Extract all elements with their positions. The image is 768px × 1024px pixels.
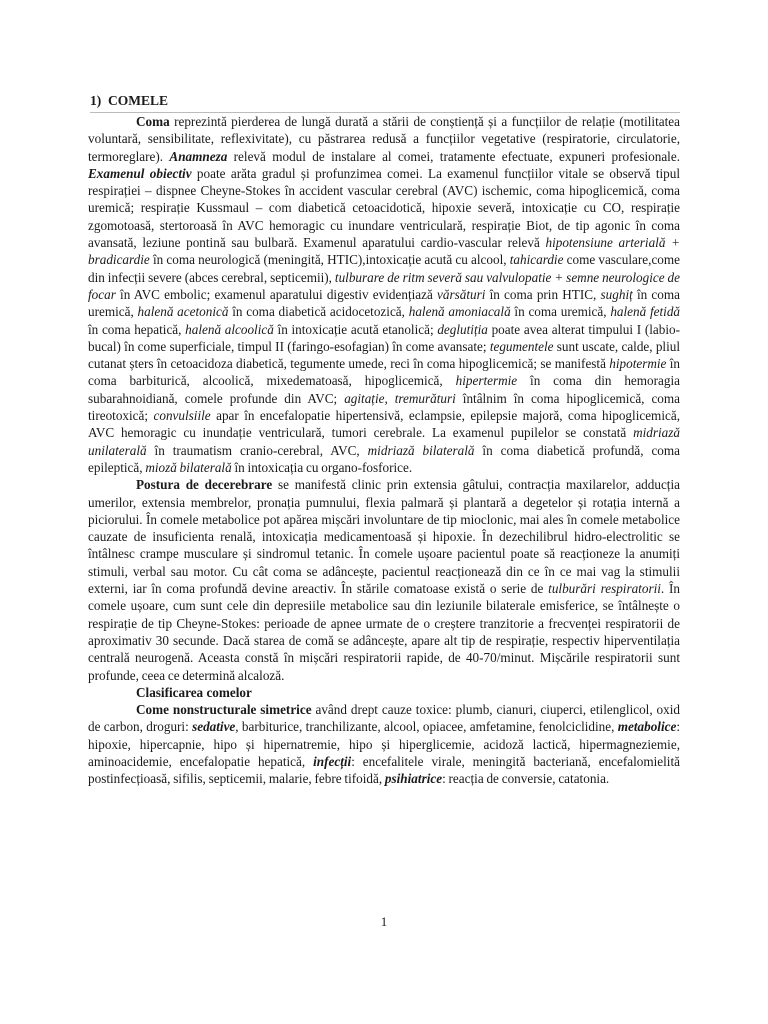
emphasis-term: tulburări respiratorii [548,581,661,597]
text-run: în coma neurologică (meningită, HTIC),intoxicație acută cu alcool, [149,252,510,268]
emphasis-term: halenă acetonică [137,304,229,320]
emphasis-term: Examenul obiectiv [88,165,192,181]
emphasis-term: sughiț [600,286,633,302]
text-run: se manifestă clinic prin extensia gâtului, contracția maxilarelor, adducția umerilor, extensia membrelor, pronația pumnului, flexia palmară și plantară a degetelor și rotația internă a piciorului. În comele metabolice pot apărea mișcări involuntare de tip mioclonic, mai ales în comele metabolice cauzate de insuficienta renală, intoxicația medicamentoasă și hipoxie. În dezechilibrul hidro-electrolitic se întâlnesc crampe musculare și sindromul tetanic. În comele ușoare pacientul poate să reacționeze la anumiți stimuli, verbal sau motor. Cu cât coma se adâncește, pacientul reacționează din ce în ce mai vag la stimulii externi, iar în coma profundă devine areactiv. În stările comatoase există o serie de [88,477,680,597]
emphasis-term: deglutiția [437,321,488,337]
text-run: în coma diabetică acidocetozică, [228,304,409,320]
emphasis-term: Postura de decerebrare [136,477,273,493]
text-run: come vasculare,come din infecții severe (abces cerebral, septicemii), [88,252,681,285]
text-run: sunt uscate, calde, pliul cutanat șters în cetoacidoza diabetică, tegumente umede, reci în coma hipoglicemică; se manifestă [88,338,680,372]
emphasis-term: psihiatrice [384,771,443,787]
text-run: în coma hepatică, [88,321,186,337]
emphasis-term: hipotensiune arterială + bradicardie [88,235,680,268]
text-run: : encefalitele virale, meningită bacteriană, encefalomielită postinfecțioasă, sifilis, septicemii, malarie, febre tifoidă, [88,753,680,787]
emphasis-term: tahicardie [509,252,564,268]
text-run: poate arăta gradul și profunzimea comei. La examenul funcțiilor vitale se observă tipul respirației – dispnee Cheyne-Stokes în accident vascular cerebral (AVC) ischemic, coma hipoglicemică, coma uremică; respirație Kussmaul – com diabetică cetoacidotică, hipoxie severă, intoxicație cu CO, respirație zgomotoasă, stertoroasă în AVC hemoragic cu inundare ventriculară, respirație Biot, de tip agonic în coma avansată, leziune pontină sau bulbară. Examenul aparatului cardio-vascular relevă [88,165,680,251]
text-run: . În comele ușoare, cum sunt cele din depresiile metabolice sau din leziunile bilaterale emisferice, se întâlnește o respirație de tip Cheyne-Stokes: perioade de apnee urmate de o creștere tranzitorie a frecvenței respiratorii de aproximativ 30 secunde. Dacă starea de comă se adâncește, apare alt tip de respirație, respectiv hiperventilația centrală neurogenă. Aceasta constă în mișcări respiratorii rapide, de 40-70/minut. Mișcările respiratorii sunt profunde, ceea ce determină alcaloză. [88,581,680,683]
paragraph-decerebrate-posture [88,476,680,684]
text-run: în intoxicație acută etanolică; [273,321,438,337]
text-run: în traumatism cranio-cerebral, AVC, [146,442,368,458]
text-run: în AVC embolic; examenul aparatului digestiv evidențiază [115,286,438,302]
emphasis-term: Come nonstructurale simetrice [136,702,312,718]
page-number: 1 [380,914,388,929]
emphasis-term: midriază unilaterală [88,425,680,458]
paragraph-coma-classification [88,701,680,787]
emphasis-term: agitație, tremurături [344,390,456,406]
emphasis-term: hipotermie [609,356,667,372]
emphasis-term: tegumentele [489,338,554,354]
emphasis-term: mioză bilaterală [145,459,232,475]
emphasis-term: metabolice [617,719,677,735]
text-run: : reacția de conversie, catatonia. [442,771,610,787]
subsection-title: Clasificarea comelor [136,684,252,700]
emphasis-term: tulburare de ritm severă sau valvulopatie + semne neurologice de focar [88,269,680,302]
paragraph-coma-definition [88,113,680,476]
emphasis-term: midriază bilaterală [367,442,475,458]
text-run: : hipoxie, hipercapnie, hipo și hipernatremie, hipo și hiperglicemie, acidoză lactică, hipermagneziemie, aminoacidemie, encefalopatie hepatică, [88,719,680,769]
text-run: reprezintă pierderea de lungă durată a stării de conștiență și a funcțiilor de relație (motilitatea voluntară, sensibilitate, reflexivitate), cu păstrarea redusă a funcțiilor vegetative (respiratorie, circulatorie, termoreglare). [88,114,680,164]
emphasis-term: sedative [192,719,236,735]
text-run: în coma uremică, [510,304,611,320]
text-run: în coma din hemoragia subarahnoidiană, comele profunde din AVC; [88,373,680,406]
text-run: poate avea alterat timpului I (labio-bucal) în come superficiale, timpul II (faringo-esofagian) în come avansate; [88,321,680,354]
emphasis-term: halenă fetidă [610,304,681,320]
emphasis-term: convulsiile [153,408,211,424]
emphasis-term: vărsături [437,286,486,302]
text-run: apar în encefalopatie hipertensivă, eclampsie, epilepsie majoră, coma hipoglicemică, AVC hemoragic cu inundație ventriculară, tumori cerebrale. La examenul pupilelor se constată [88,408,680,441]
document-page [88,92,680,788]
text-run: în coma barbiturică, alcoolică, mixedematoasă, hipoglicemică, [88,356,680,389]
emphasis-term: Coma [136,114,170,129]
emphasis-term: halenă amoniacală [408,304,511,320]
text-run: întâlnim în coma hipoglicemică, coma tireotoxică; [88,390,680,424]
emphasis-term: halenă alcoolică [185,321,274,337]
text-run: având drept cauze toxice: plumb, cianuri, ciuperci, etilenglicol, oxid de carbon, droguri: [88,702,680,735]
text-run: , barbiturice, tranchilizante, alcool, opiacee, amfetamine, fenolciclidine, [235,719,618,735]
text-run: în coma diabetică profundă, coma epileptică, [88,442,680,475]
text-run: relevă modul de instalare al comei, tratamente efectuate, expuneri profesionale. [227,148,680,164]
emphasis-term: infecții [313,753,352,769]
emphasis-term: Anamneza [169,148,228,164]
text-run: în intoxicația cu organo-fosforice. [231,459,413,475]
emphasis-term: hipertermie [455,373,518,389]
text-run: în coma prin HTIC, [485,286,601,302]
section-heading: 1) COMELE [90,92,680,113]
text-run: în coma uremică, [88,286,680,320]
